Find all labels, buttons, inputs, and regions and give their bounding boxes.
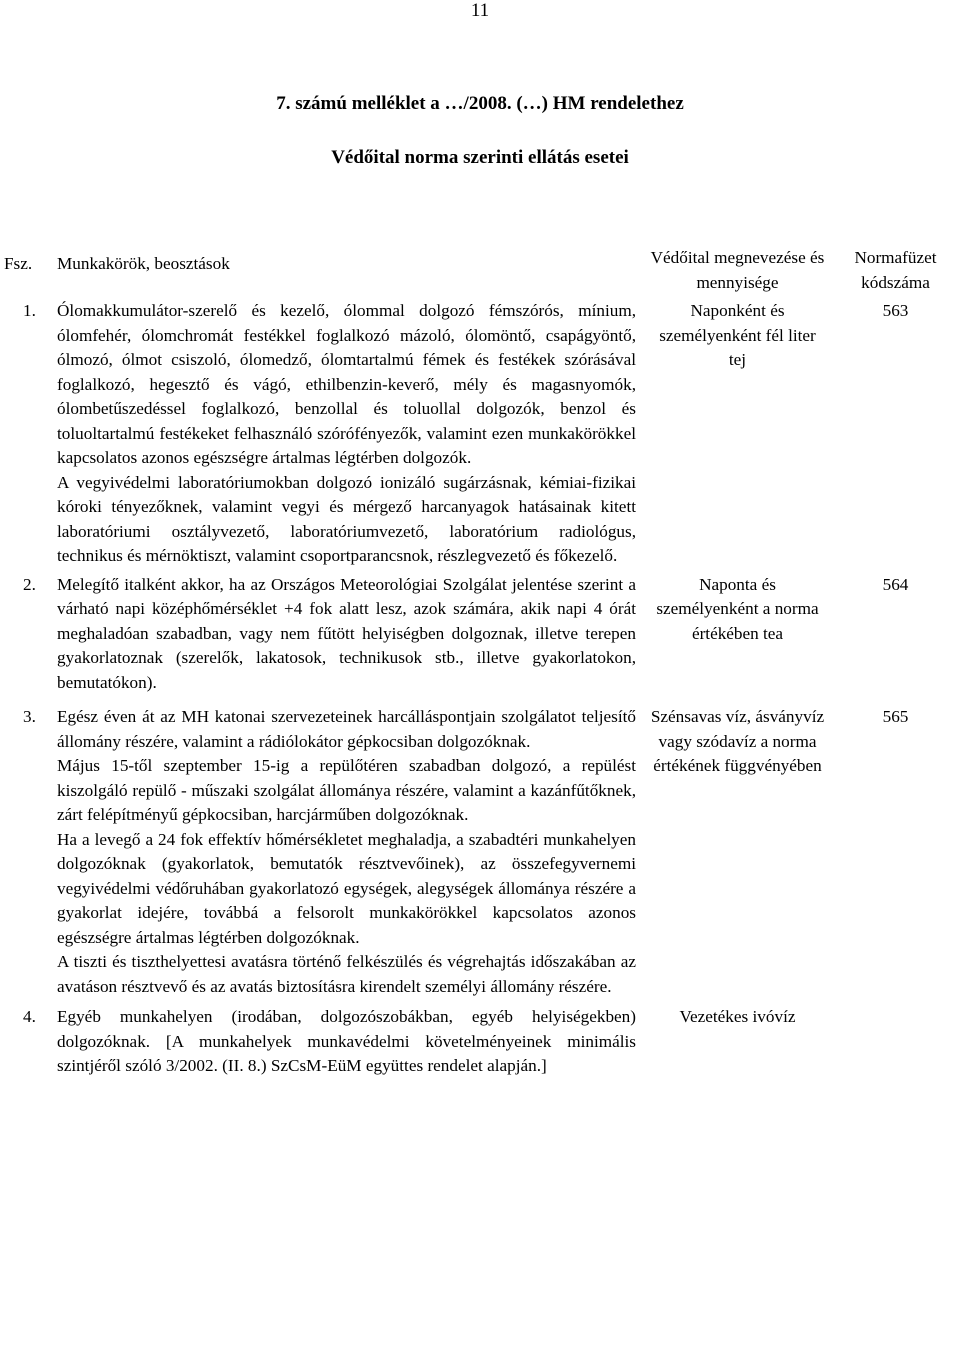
row-drink: Vezetékes ivóvíz	[679, 1007, 796, 1026]
page-number: 11	[470, 0, 490, 21]
row-jobs	[57, 299, 644, 569]
table-row	[0, 999, 960, 1079]
row-code: 563	[882, 301, 909, 320]
row-number: 4.	[23, 1007, 36, 1026]
job-paragraph: Egész éven át az MH katonai szervezeteinek harcálláspontjain szolgálatot teljesítő állomány részére, valamint a rádiólokátor gépkocsiban dolgozóknak.	[57, 707, 636, 751]
table-row	[0, 299, 960, 569]
job-paragraph: Egyéb munkahelyen (irodában, dolgozószobákban, egyéb helyiségekben) dolgozóknak. [A munkahelyek munkavédelmi követelményeinek minimális szintjéről szóló 3/2002. (II. 8.) SzCsM-EüM együttes rendelet alapján.]	[57, 1007, 636, 1075]
row-drink: Naponta és személyenként a norma értékében tea	[656, 574, 819, 643]
document-subtitle: Védőital norma szerinti ellátás esetei	[331, 147, 629, 168]
job-paragraph: A vegyivédelmi laboratóriumokban dolgozó ionizáló sugárzásnak, kémiai-fizikai kóroki tényezőknek, valamint vegyi és mérgező harcanyagok hatásainak kitett laboratóriumi osztályvezető, laboratóriumvezető, laboratórium radiológus, technikus és mérnöktiszt, valamint csoportparancsnok, részlegvezető és főkezelő.	[57, 472, 636, 565]
header-jobs: Munkakörök, beosztások	[57, 254, 230, 273]
job-paragraph: Május 15-től szeptember 15-ig a repülőtéren szabadban dolgozó, a repülést kiszolgáló repülő - műszaki szolgálat állománya részére, valamint a kazánfűtőknek, zárt felépítményű gépkocsiban, harcjárműben dolgozóknak.	[57, 756, 636, 824]
row-jobs	[57, 999, 644, 1079]
table-row	[0, 569, 960, 696]
job-paragraph: Ólomakkumulátor-szerelő és kezelő, ólommal dolgozó fémszórós, mínium, ólomfehér, ólomchromát festékkel foglalkozó mázoló, ólomöntő, csapágyöntő, ólmozó, ólmot csiszoló, ólomedző, ólomtartalmú fémek és festékek szórásával foglalkozó, hegesztő és vágó, ethilbenzin-keverő, mély és magasnyomók, ólombetűszedéssel foglalkozó, benzollal és toluollal dolgozók, benzol és toluoltartalmú festékeket felhasználó szórófényezők, valamint ezen munkakörökkel kapcsolatos azonos egészségre ártalmas légtérben dolgozók.	[57, 301, 636, 467]
row-drink: Naponként és személyenként fél liter tej	[659, 301, 816, 369]
row-number: 2.	[23, 574, 36, 594]
row-number: 3.	[23, 707, 36, 726]
row-code	[831, 999, 960, 1079]
job-paragraph: A tiszti és tiszthelyettesi avatásra történő felkészülés és végrehajtás időszakában az avatáson résztvevő és az avatás biztosításra kirendelt személyi állomány részére.	[57, 952, 636, 996]
table-header-row	[0, 246, 960, 299]
row-code: 565	[882, 707, 909, 726]
header-drink: Védőital megnevezése és mennyisége	[650, 248, 825, 292]
job-paragraph: Melegítő italként akkor, ha az Országos Meteorológiai Szolgálat jelentése szerint a várható napi középhőmérséklet +4 fok alatt lesz, azok számára, akik napi 4 órát meghaladóan szabadban, vagy nem fűtött helyiségben dolgoznak, illetve terepen gyakorlatoznak (szerelők, lakatosok, technikusok stb., illetve gyakorlatokon, bemutatókon).	[57, 574, 636, 692]
row-code: 564	[882, 574, 909, 594]
document-title: 7. számú melléklet a …/2008. (…) HM rendelethez	[276, 93, 684, 114]
row-jobs	[57, 695, 644, 999]
table-row	[0, 695, 960, 999]
row-drink: Szénsavas víz, ásványvíz vagy szódavíz a norma értékének függvényében	[650, 707, 825, 775]
job-paragraph: Ha a levegő a 24 fok effektív hőmérsékletet meghaladja, a szabadtéri munkahelyen dolgozóknak (gyakorlatok, bemutatók résztvevőinek), az összefegyvernemi vegyivédelmi védőruhában gyakorlatozó egységek, alegységek állománya részére a gyakorlat idejére, továbbá a felsorolt munkakörökkel kapcsolatos azonos egészségre ártalmas légtérben dolgozóknak.	[57, 829, 636, 947]
header-number: Fsz.	[4, 254, 33, 273]
header-code: Normafüzet kódszáma	[854, 248, 937, 292]
protective-drink-table	[0, 246, 960, 1079]
row-jobs	[57, 569, 644, 696]
row-number: 1.	[23, 301, 36, 320]
